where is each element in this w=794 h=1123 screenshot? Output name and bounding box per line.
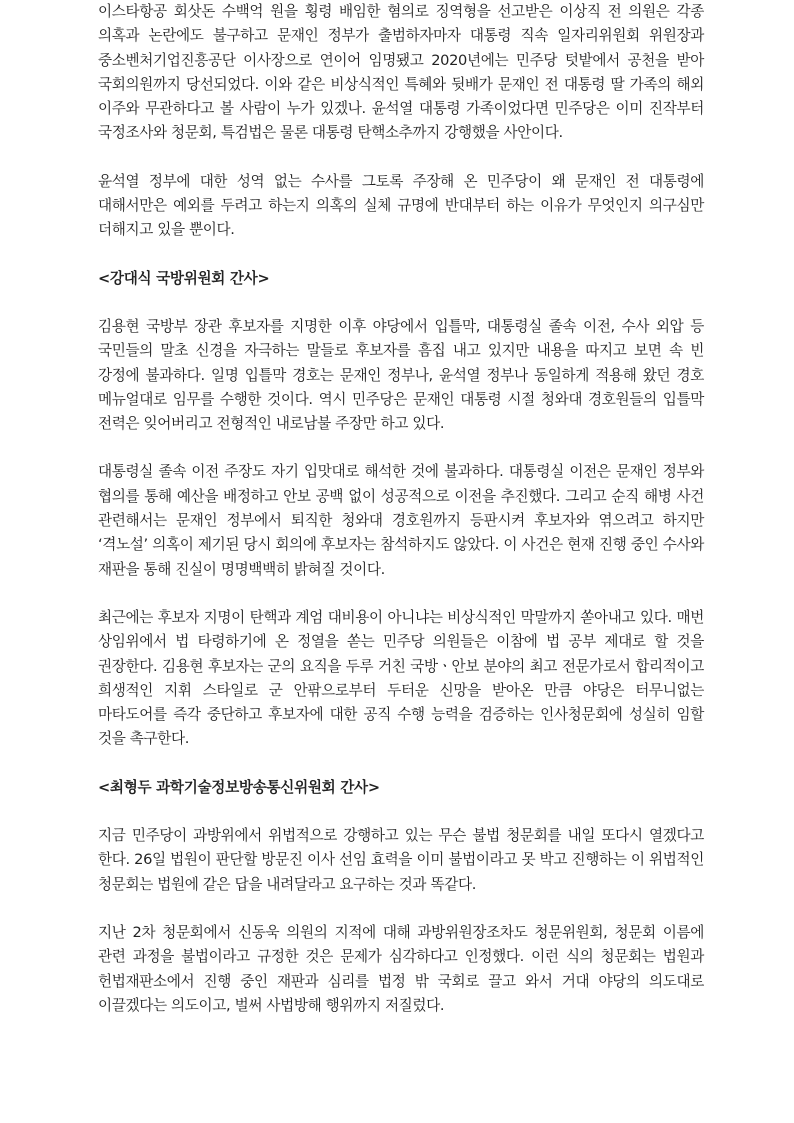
paragraph-gap	[98, 800, 704, 824]
paragraph-gap	[98, 291, 704, 315]
document-body	[98, 0, 704, 1018]
paragraph-gap	[98, 897, 704, 921]
paragraph-gap	[98, 243, 704, 267]
paragraph-gap	[98, 436, 704, 460]
paragraph-investigation-exception: 윤석열 정부에 대한 성역 없는 수사를 그토록 주장해 온 민주당이 왜 문재인 전 대통령에 대해서만은 예외를 두려고 하는지 의혹의 실체 규명에 반대부터 하는 이유가 무엇인지 의구심만 더해지고 있을 뿐이다.	[98, 172, 704, 239]
paragraph-gap	[98, 146, 704, 170]
paragraph-second-hearing: 지난 2차 청문회에서 신동욱 의원의 지적에 대해 과방위원장조차도 청문위원회, 청문회 이름에 관련 과정을 불법이라고 규정한 것은 문제가 심각하다고 인정했다. 이런 식의 청문회는 법원과 헌법재판소에서 진행 중인 재판과 심리를 법정 밖 국회로 끌고 와서 거대 야당의 의도대로 이끌겠다는 의도이고, 벌써 사법방해 행위까지 저질렀다.	[98, 923, 704, 1014]
paragraph-martial-law-claim: 최근에는 후보자 지명이 탄핵과 계엄 대비용이 아니냐는 비상식적인 막말까지 쏟아내고 있다. 매번 상임위에서 법 타령하기에 온 정열을 쏟는 민주당 의원들은 이참에 법 공부 제대로 할 것을 권장한다. 김용현 후보자는 군의 요직을 두루 거친 국방ㆍ안보 분야의 최고 전문가로서 합리적이고 희생적인 지휘 스타일로 군 안팎으로부터 두터운 신망을 받아온 만큼 야당은 터무니없는 마타도어를 즉각 중단하고 후보자에 대한 공직 수행 능력을 검증하는 인사청문회에 성실히 임할 것을 촉구한다.	[98, 608, 704, 748]
paragraph-gap	[98, 582, 704, 606]
section-heading-science-ict: <최형두 과학기술정보방송통신위원회 간사>	[98, 778, 380, 796]
paragraph-illegal-hearing: 지금 민주당이 과방위에서 위법적으로 강행하고 있는 무슨 불법 청문회를 내일 또다시 열겠다고 한다. 26일 법원이 판단할 방문진 이사 선임 효력을 이미 불법이라고 못 박고 진행하는 이 위법적인 청문회는 법원에 같은 답을 내려달라고 요구하는 것과 똑같다.	[98, 827, 704, 893]
paragraph-defense-nominee: 김용현 국방부 장관 후보자를 지명한 이후 야당에서 입틀막, 대통령실 졸속 이전, 수사 외압 등 국민들의 말초 신경을 자극하는 말들로 후보자를 흠집 내고 있지만 내용을 따지고 보면 속 빈 강정에 불과하다. 일명 입틀막 경호는 문재인 정부나, 윤석열 정부나 동일하게 적용해 왔던 경호 메뉴얼대로 임무를 수행한 것이다. 역시 민주당은 문재인 대통령 시절 청와대 경호원들의 입틀막 전력은 잊어버리고 전형적인 내로남불 주장만 하고 있다.	[98, 317, 704, 433]
paragraph-estar-airline: 이스타항공 회삿돈 수백억 원을 횡령 배임한 혐의로 징역형을 선고받은 이상직 전 의원은 각종 의혹과 논란에도 불구하고 문재인 정부가 출범하자마자 대통령 직속 일자리위원회 위원장과 중소벤처기업진흥공단 이사장으로 연이어 임명됐고 2020년에는 민주당 텃밭에서 공천을 받아 국회의원까지 당선되었다. 이와 같은 비상식적인 특혜와 뒷배가 문재인 전 대통령 딸 가족의 해외 이주와 무관하다고 볼 사람이 누가 있겠나. 윤석열 대통령 가족이었다면 민주당은 이미 진작부터 국정조사와 청문회, 특검법은 물론 대통령 탄핵소추까지 강행했을 사안이다.	[98, 3, 704, 142]
section-heading-defense: <강대식 국방위원회 간사>	[98, 269, 270, 287]
paragraph-gap	[98, 752, 704, 776]
paragraph-office-relocation: 대통령실 졸속 이전 주장도 자기 입맛대로 해석한 것에 불과하다. 대통령실 이전은 문재인 정부와 협의를 통해 예산을 배정하고 안보 공백 없이 성공적으로 이전을 추진했다. 그리고 순직 해병 사건 관련해서는 문재인 정부에서 퇴직한 청와대 경호원까지 등판시켜 후보자와 엮으려고 하지만 ‘격노설’ 의혹이 제기된 당시 회의에 후보자는 참석하지도 않았다. 이 사건은 현재 진행 중인 수사와 재판을 통해 진실이 명명백백히 밝혀질 것이다.	[98, 463, 704, 578]
